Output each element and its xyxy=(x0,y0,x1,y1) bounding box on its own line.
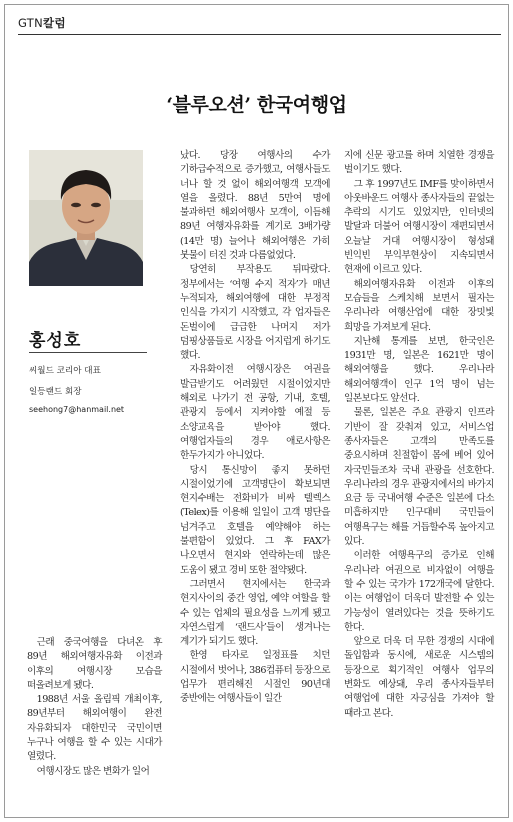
section-label xyxy=(18,15,66,31)
paragraph: 1988년 서울 올림픽 개최이후, 89년부터 해외여행이 완전 자유화되자 대한민국 국민이면 누구나 여행을 할 수 있는 시대가 열렸다. xyxy=(27,694,162,763)
paragraph: 물론, 일본은 주요 관광지 인프라 기반이 잘 갖춰져 있고, 서비스업 종사자들은 고객의 만족도를 중요시하며 친절함이 몸에 베어 있어 자국민들조차 국내 관광을 선호한다. 우리나라의 경우 관광지에서의 바가지 요금 등 국내여행 수준은 일본에 다소 미흡하지만 인구대비 국민들이 여행욕구는 해를 거듭할수록 높아지고 있다. xyxy=(344,407,494,548)
paragraph: 자유화이전 여행시장은 여권을 발급받기도 어려웠던 시절이었지만 해외로 나가기 전 공항, 기내, 호텔, 관광지 등에서 지켜야할 예절 등 소양교육을 받아야 했다. 여행업자들의 경우 애로사항은 한두가지가 아니었다. xyxy=(180,364,330,462)
section-divider xyxy=(18,34,501,35)
author-photo xyxy=(29,150,143,286)
paragraph: 여행시장도 많은 변화가 일어 xyxy=(36,765,150,777)
author-name: 홍성호 xyxy=(29,331,82,351)
paragraph: 앞으로 더욱 더 무한 경쟁의 시대에 돌입함과 동시에, 새로운 시스템의 등장으로 획기적인 여행사 업무의 변화도 예상돼, 우리 종사자들부터 여행업에 대한 자긍심을 가져야 할 때라고 본다. xyxy=(344,636,494,719)
author-divider xyxy=(29,352,147,353)
paragraph: 그 후 1997년도 IMF를 맞이하면서 아웃바운드 여행사 종사자들의 끝없는 추락의 시기도 있었지만, 인터넷의 발달과 더불어 여행시장이 재편되면서 오늘날 거대 여행시장이 형성돼 빈익빈 부익부현상이 지속되면서 현재에 이르고 있다. xyxy=(344,178,494,276)
paragraph: 근래 중국여행을 다녀온 후 89년 해외여행자유화 이전과 이후의 여행시장 모습을 떠올려보게 됐다. xyxy=(27,637,162,691)
paragraph: 해외여행자유화 이전과 이후의 모습들을 스케치해 보면서 필자는 우리나라 여행산업에 대한 장밋빛 희망을 가져보게 된다. xyxy=(344,278,494,333)
paragraph: 이러한 여행욕구의 증가로 인해 우리나라 여권으로 비자없이 여행을 할 수 있는 국가가 172개국에 달한다. 이는 여행업이 더욱더 발전할 수 있는 가능성이 열려있다는 것을 뜻하기도 한다. xyxy=(344,550,494,633)
author-email: seehong7@hanmail.net xyxy=(29,405,125,414)
paragraph: 당시 통신망이 좋지 못하던 시절이었기에 고객명단이 확보되면 현지수배는 전화비가 비싸 텔렉스(Telex)를 이용해 일일이 고객 명단을 넘겨주고 호텔을 예약해야 하는 불편함이 있었다. 그 후 FAX가 나오면서 현지와 연락하는데 많은 도움이 됐고 경비 또한 절약됐다. xyxy=(180,464,330,576)
section-label-main: 칼럼 xyxy=(43,16,66,30)
paragraph: 당연히 부작용도 뒤따랐다. 정부에서는 ‘여행 수지 적자’가 매년 누적되자, 해외여행에 대한 부정적 인식을 가지기 시작했고, 각 업자들은 돈벌이에 급급한 나머지 저가 덤핑상품들로 시장을 어지럽게 하기도 했다. xyxy=(180,264,330,362)
section-label-prefix: GTN xyxy=(18,16,44,30)
article-column-1 xyxy=(27,636,162,779)
author-portrait-image xyxy=(29,150,143,286)
author-title-1: 씨월드 코리아 대표 xyxy=(29,366,101,376)
author-title-2: 일등랜드 회장 xyxy=(29,387,82,397)
paragraph: 지난해 통계를 보면, 한국인은 1931만 명, 일본은 1621만 명이 해외여행을 했다. 우리나라 해외여행객이 인구 1억 명이 넘는 일본보다도 앞선다. xyxy=(344,335,494,405)
paragraph: 났다. 당장 여행사의 수가 기하급수적으로 증가했고, 여행사들도 너나 할 것 없이 해외여행객 모객에 열을 올렸다. 88년 5만여 명에 불과하던 해외여행사 모객이, 이듬해 89년 여행자유화를 계기로 3배가량(14만 명) 늘어나 해외여행은 가히 붓물이 터진 것과 다름없었다. xyxy=(180,150,330,262)
paragraph: 지에 신문 광고를 하며 치열한 경쟁을 벌이기도 했다. xyxy=(344,150,494,176)
article-column-2 xyxy=(180,149,330,707)
headline: ‘블루오션’ 한국여행업 xyxy=(166,94,347,116)
paragraph: 그러면서 현지에서는 한국과 현지사이의 중간 영업, 예약 여할을 할 수 있는 업체의 필요성을 느끼게 됐고 자연스럽게 ‘랜드사’들이 생겨나는 계기가 되기도 했다. xyxy=(180,578,330,648)
paragraph: 한영 타자로 일정표를 치던 시절에서 벗어나, 386컴퓨터 등장으로 업무가 편리해진 시절인 90년대 중반에는 여행사들이 일간 xyxy=(180,650,330,705)
article-column-3 xyxy=(344,149,494,721)
